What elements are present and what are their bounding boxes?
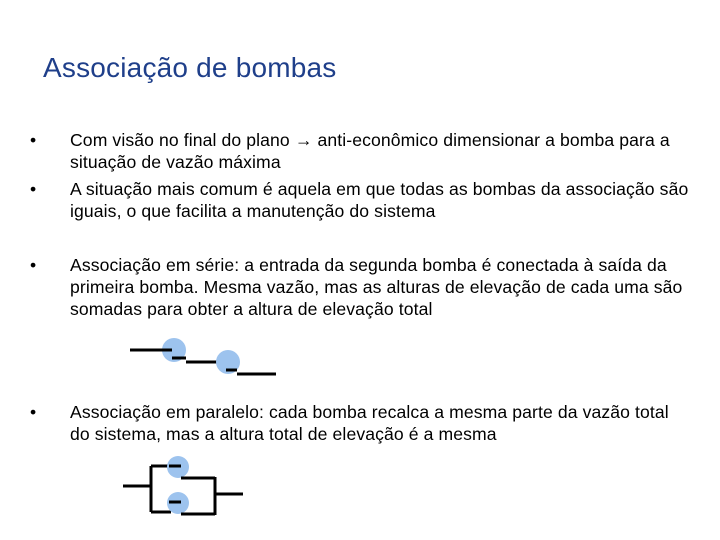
bullet-item-series	[70, 254, 690, 320]
bullet-text: Associação em série: a entrada da segunda bomba é conectada à saída da primeira bomba. Mesma vazão, mas as alturas de elevação de cada uma são somadas para obter a altura de elevação total	[70, 255, 683, 319]
series-pumps-diagram	[120, 330, 285, 385]
bullet-text: Associação em paralelo: cada bomba recalca a mesma parte da vazão total do sistema, mas a altura total de elevação é a mesma	[70, 402, 669, 444]
bullet-text: A situação mais comum é aquela em que todas as bombas da associação são iguais, o que facilita a manutenção do sistema	[70, 179, 689, 221]
bullet-text: Com visão no final do plano	[70, 130, 295, 150]
bullet-item-equal-pumps	[70, 178, 690, 222]
parallel-pumps-diagram	[115, 450, 250, 522]
bullet-item-parallel	[70, 401, 690, 445]
bullet-item-dimensioning	[70, 129, 690, 173]
bullet-text: anti-econômico dimensionar a bomba para a situação de vazão máxima	[70, 130, 670, 172]
right-arrow-icon: →	[294, 130, 313, 150]
slide-title: Associação de bombas	[43, 52, 337, 83]
